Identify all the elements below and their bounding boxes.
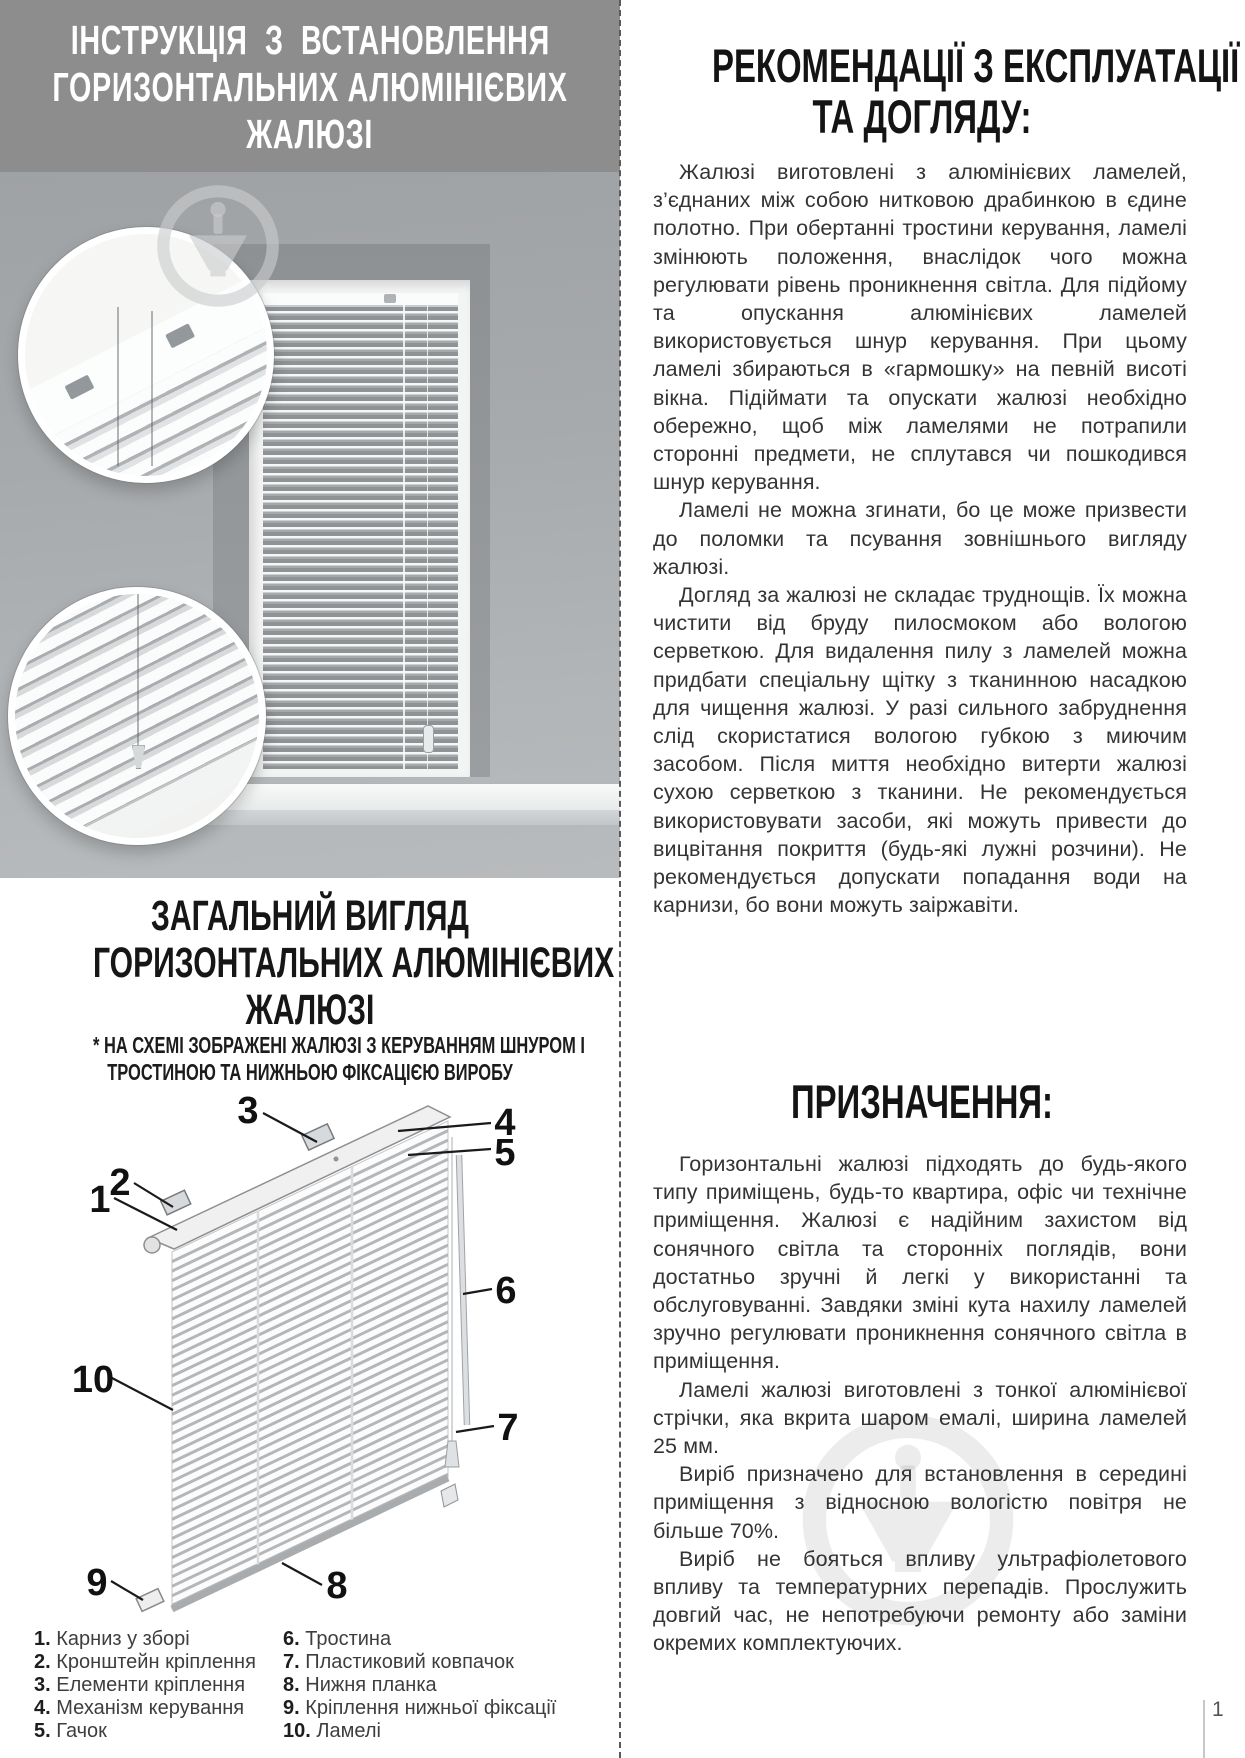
blinds-diagram xyxy=(0,1075,620,1635)
overview-title-line: ЗАГАЛЬНИЙ ВИГЛЯД xyxy=(151,892,469,940)
care-title-line: ТА ДОГЛЯДУ: xyxy=(812,90,1032,143)
callout-number: 4 xyxy=(494,1102,516,1144)
bracket-detail xyxy=(64,375,94,400)
callout-number: 10 xyxy=(71,1359,115,1401)
ladder-cord xyxy=(151,311,153,466)
header-line: ЖАЛЮЗІ xyxy=(246,110,374,157)
paragraph: Жалюзі виготовлені з алюмінієвих ламелей, з’єднаних між собою нитковою драбинкою в єдине полотно. При обертанні тростини керування, ламелі змінюють положення, внаслідок чого можна регулювати рівень проникнення світла. Для підйому та опускання алюмінієвих ламелей використовується шнур керування. При цьому ламелі збираються в «гармошку» на певній висоті вікна. Підіймати та опускати жалюзі необхідно обережно, щоб між ламелями не потрапили сторонні предмети, не сплутався чи пошкодився шнур керування. xyxy=(653,160,1187,495)
overview-title-line: ЖАЛЮЗІ xyxy=(245,986,375,1034)
legend-item: 3. Елементи кріплення xyxy=(34,1674,246,1696)
legend-item: 10. Ламелі xyxy=(283,1720,381,1742)
callout-detail-bottom xyxy=(8,587,266,845)
lift-cord xyxy=(137,594,139,745)
overview-note-line: ТРОСТИНОЮ ТА НИЖНЬОЮ ФІКСАЦІЄЮ ВИРОБУ xyxy=(107,1059,513,1085)
legend-item: 8. Нижня планка xyxy=(283,1674,437,1696)
legend-column-1 xyxy=(34,1628,284,1743)
left-header-banner xyxy=(0,0,620,172)
cord-tassel xyxy=(445,1441,459,1467)
callout-number: 8 xyxy=(326,1565,348,1607)
header-line: ІНСТРУКЦІЯ З ВСТАНОВЛЕННЯ xyxy=(70,16,550,63)
legend-item: 6. Тростина xyxy=(283,1628,392,1650)
care-title-line: РЕКОМЕНДАЦІЇ З ЕКСПЛУАТАЦІЇ xyxy=(712,39,1240,92)
brand-watermark-icon xyxy=(142,172,294,322)
callout-number: 5 xyxy=(494,1132,516,1174)
bottom-fixation-bracket xyxy=(136,1589,164,1612)
overview-title-line: ГОРИЗОНТАЛЬНИХ АЛЮМІНІЄВИХ xyxy=(93,939,615,987)
purpose-section-text xyxy=(653,1150,1187,1658)
paragraph: Виріб призначено для встановлення в середині приміщення з відносною вологістю повітря не більше 70%. xyxy=(653,1462,1187,1543)
cord-clutch xyxy=(384,294,396,303)
page-number-rule xyxy=(1203,1700,1205,1758)
ladder-cord xyxy=(117,307,119,467)
legend-item: 1. Карниз у зборі xyxy=(34,1628,190,1650)
paragraph: Ламелі не можна згинати, бо це може призвести до поломки та псування зовнішнього вигляду жалюзі. xyxy=(653,498,1187,579)
legend-item: 9. Кріплення нижньої фіксації xyxy=(283,1697,557,1719)
bracket-detail xyxy=(165,323,195,348)
paragraph: Ламелі жалюзі виготовлені з тонкої алюмінієвої стрічки, яка вкрита шаром емалі, ширина ламелей 25 мм. xyxy=(653,1377,1187,1459)
paragraph: Виріб не бояться впливу ультрафіолетового впливу та температурних перепадів. Прослужить довгий час, не непотребуючи ремонту або заміни окремих комплектуючих. xyxy=(653,1546,1187,1656)
cord-tassel xyxy=(423,725,434,753)
legend-item: 4. Механізм керування xyxy=(34,1697,245,1719)
paragraph: Догляд за жалюзі не складає труднощів. Їх можна чистити від бруду пилосмоком або вологою серветкою. Для видалення пилу з ламелей можна придбати спеціальну щітку з тканинною насадкою для чищення жалюзі. У разі сильного забруднення слід скористатися вологою губкою з миючим засобом. Після миття необхідно витерти жалюзі сухою серветкою з тканини. Не рекомендується використовувати засоби, які можуть привести до вицвітання покриття (будь-які лужні розчини). Не рекомендується допускати попадання води на карнизи, бо вони можуть заіржавіти. xyxy=(653,583,1187,918)
window-blinds-photo xyxy=(0,172,620,878)
callout-number: 2 xyxy=(109,1162,131,1204)
legend-item: 5. Гачок xyxy=(34,1720,107,1742)
lift-cord xyxy=(427,293,429,769)
callout-number: 1 xyxy=(89,1179,111,1221)
page-number: 1 xyxy=(1212,1698,1224,1721)
callout-number: 9 xyxy=(86,1562,108,1604)
lift-cord xyxy=(403,293,405,769)
purpose-section-title xyxy=(622,1076,1222,1127)
callout-number: 7 xyxy=(497,1407,519,1449)
overview-note-line: * НА СХЕМІ ЗОБРАЖЕНІ ЖАЛЮЗІ З КЕРУВАННЯМ ШНУРОМ І xyxy=(93,1032,585,1058)
callout-number: 3 xyxy=(237,1090,259,1132)
column-divider xyxy=(619,0,621,1758)
overview-title xyxy=(0,893,620,1034)
care-section-title xyxy=(622,39,1240,143)
window-frame xyxy=(249,280,470,777)
blinds-canvas xyxy=(263,293,458,769)
callout-number: 6 xyxy=(495,1270,517,1312)
purpose-title-line: ПРИЗНАЧЕННЯ: xyxy=(790,1075,1054,1128)
legend-item: 7. Пластиковий ковпачок xyxy=(283,1651,514,1673)
header-line: ГОРИЗОНТАЛЬНИХ АЛЮМІНІЄВИХ xyxy=(52,63,568,110)
legend-column-2 xyxy=(283,1628,613,1743)
legend-item: 2. Кронштейн кріплення xyxy=(34,1651,256,1673)
paragraph: Горизонтальні жалюзі підходять до будь-якого типу приміщень, будь-то квартира, офіс чи технічне приміщення. Жалюзі є надійним захистом від сонячного світла та сторонніх поглядів, вони достатньо зручні й легкі у використанні та обслуговуванні. Завдяки зміні кута нахилу ламелей зручно регулювати проникнення сонячного світла в приміщення. xyxy=(653,1152,1187,1374)
care-section-text xyxy=(653,158,1187,919)
